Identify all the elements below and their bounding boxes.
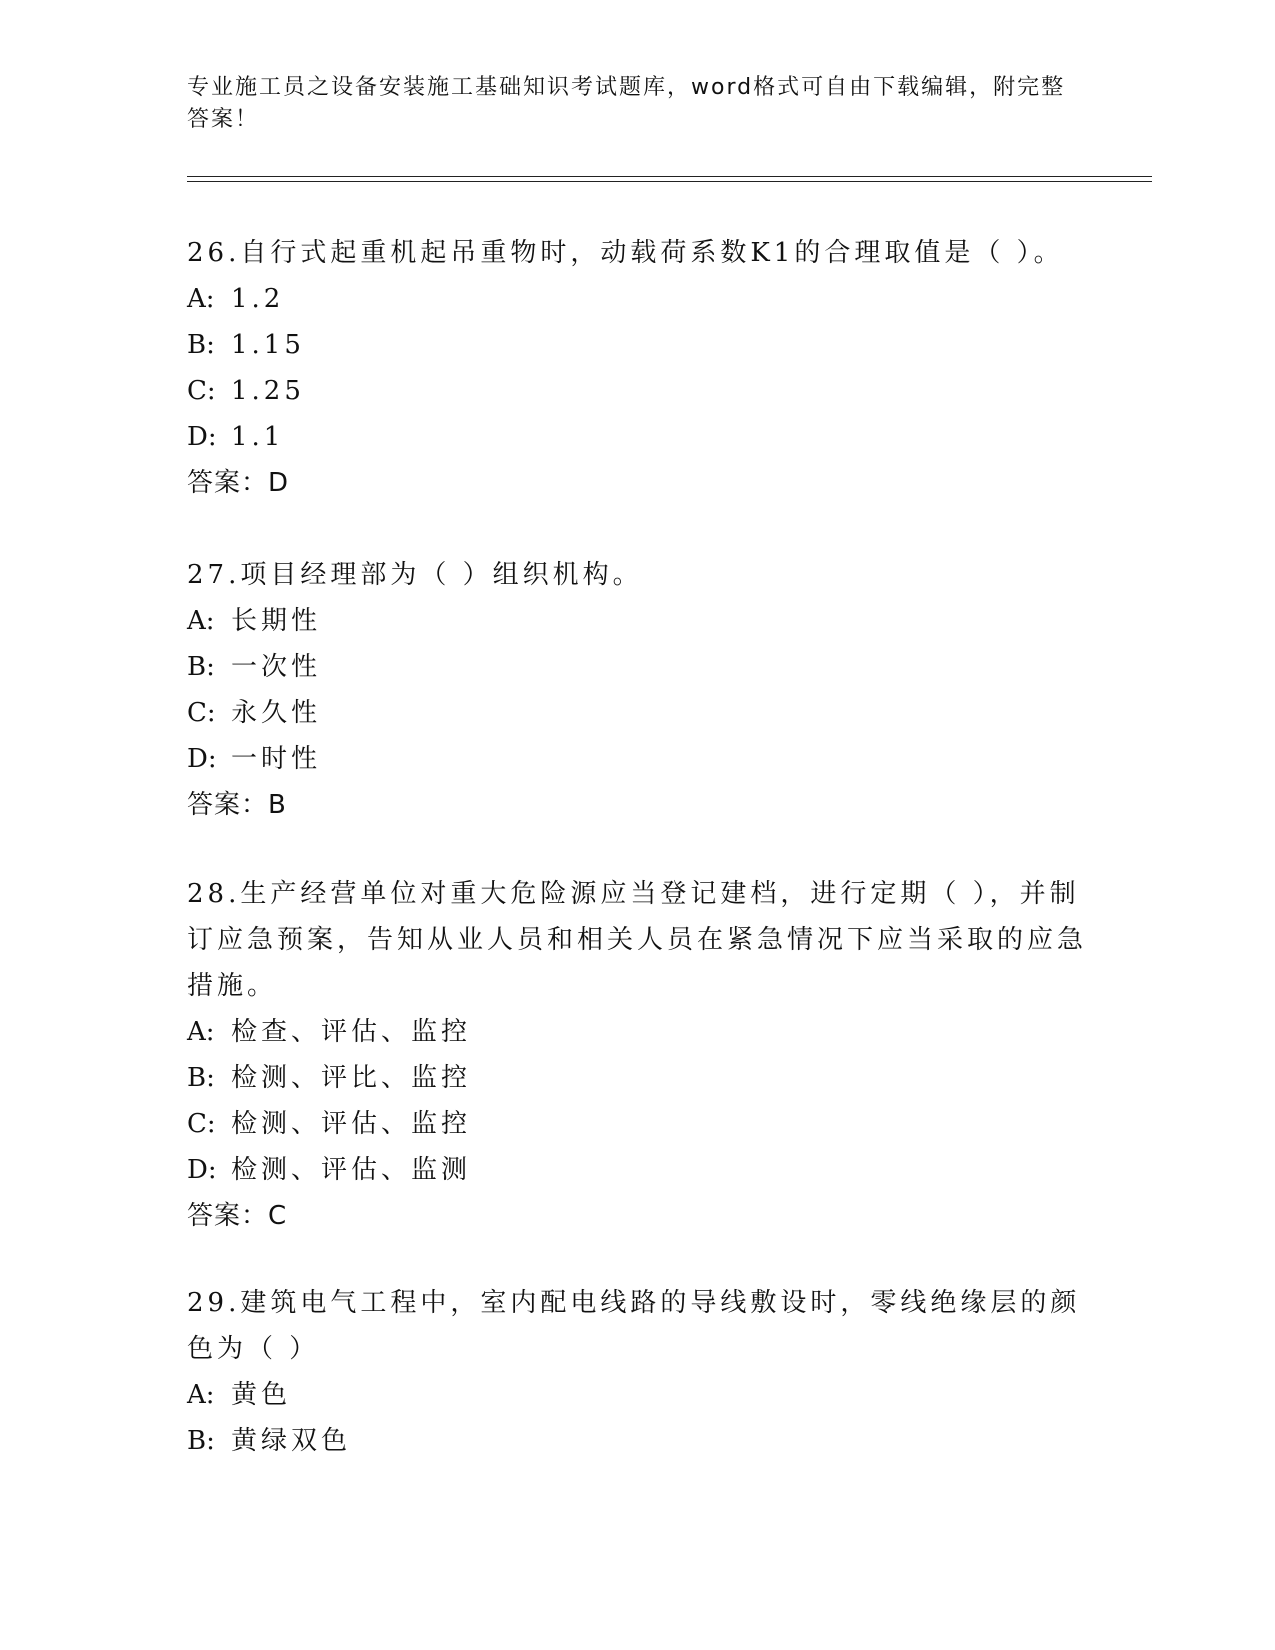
option-text: 检查、评估、监控	[231, 1017, 472, 1047]
option-key: A:	[187, 1017, 215, 1047]
option-c	[187, 368, 1087, 414]
option-key: C:	[187, 1109, 216, 1139]
option-key: D:	[187, 422, 217, 452]
question-stem: 26.自行式起重机起吊重物时，动载荷系数K1的合理取值是（ ）。	[187, 238, 1064, 268]
option-a	[187, 598, 1087, 644]
option-a	[187, 1009, 1087, 1055]
question-stem: 29.建筑电气工程中，室内配电线路的导线敷设时，零线绝缘层的颜色为（ ）	[187, 1288, 1081, 1364]
option-d	[187, 736, 1087, 782]
option-c	[187, 1101, 1087, 1147]
question-26	[187, 230, 1087, 506]
header-divider-bottom	[187, 181, 1152, 182]
option-text: 1.2	[231, 284, 285, 314]
option-key: C:	[187, 376, 216, 406]
option-text: 一次性	[231, 652, 322, 682]
option-text: 黄绿双色	[231, 1426, 352, 1456]
option-text: 黄色	[231, 1380, 292, 1410]
option-key: B:	[187, 330, 215, 360]
option-key: B:	[187, 1063, 215, 1093]
question-28	[187, 871, 1087, 1239]
answer-line: 答案：D	[187, 468, 290, 498]
option-key: A:	[187, 606, 215, 636]
option-d	[187, 414, 1087, 460]
option-text: 检测、评估、监控	[231, 1109, 472, 1139]
option-a	[187, 276, 1087, 322]
option-b	[187, 1418, 1087, 1464]
option-text: 长期性	[231, 606, 322, 636]
answer-line: 答案：B	[187, 790, 287, 820]
option-b	[187, 1055, 1087, 1101]
option-d	[187, 1147, 1087, 1193]
header-divider-top	[187, 176, 1152, 177]
option-text: 1.1	[231, 422, 285, 452]
question-stem: 27.项目经理部为（ ）组织机构。	[187, 560, 643, 590]
option-key: D:	[187, 744, 217, 774]
option-b	[187, 322, 1087, 368]
option-a	[187, 1372, 1087, 1418]
option-c	[187, 690, 1087, 736]
option-key: A:	[187, 1380, 215, 1410]
option-text: 1.15	[231, 330, 305, 360]
question-27	[187, 552, 1087, 828]
option-key: D:	[187, 1155, 217, 1185]
answer-line: 答案：C	[187, 1201, 288, 1231]
question-stem: 28.生产经营单位对重大危险源应当登记建档，进行定期（ ），并制订应急预案，告知从业人员和相关人员在紧急情况下应当采取的应急措施。	[187, 879, 1088, 1001]
option-text: 永久性	[231, 698, 322, 728]
option-text: 1.25	[231, 376, 305, 406]
option-key: A:	[187, 284, 215, 314]
question-29	[187, 1280, 1087, 1464]
option-text: 检测、评估、监测	[231, 1155, 472, 1185]
option-key: B:	[187, 652, 215, 682]
option-b	[187, 644, 1087, 690]
option-key: C:	[187, 698, 216, 728]
document-header: 专业施工员之设备安装施工基础知识考试题库，word格式可自由下载编辑，附完整答案！	[187, 75, 1066, 132]
option-text: 一时性	[231, 744, 322, 774]
option-key: B:	[187, 1426, 215, 1456]
option-text: 检测、评比、监控	[231, 1063, 472, 1093]
